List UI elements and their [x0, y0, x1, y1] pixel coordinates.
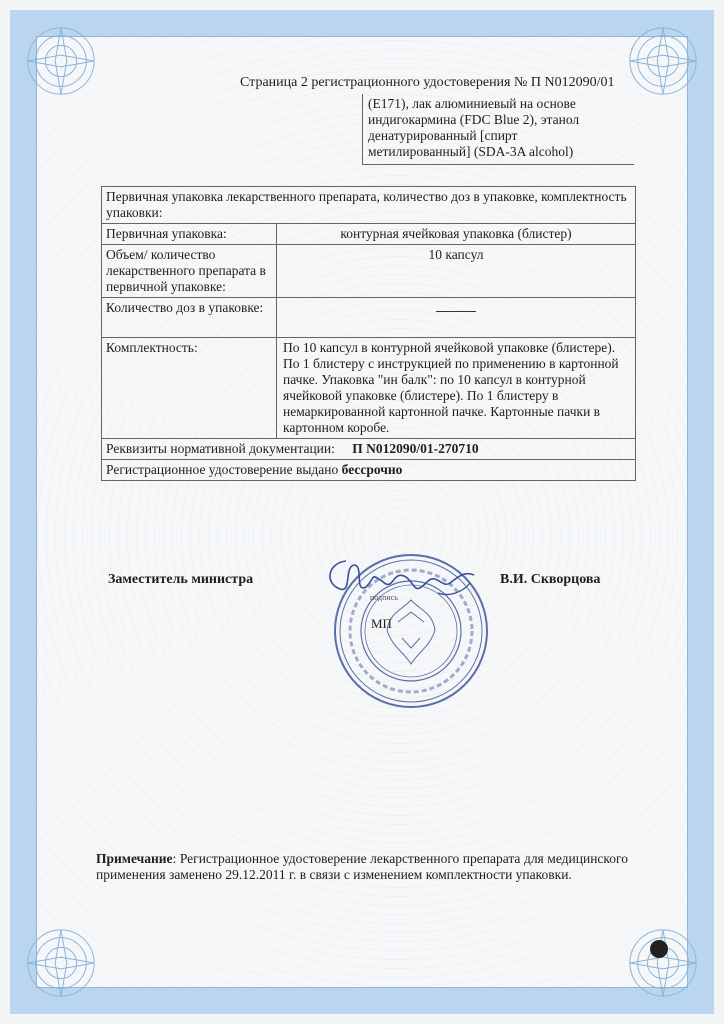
- continued-box-left-border: [362, 94, 363, 164]
- issued-text: Регистрационное удостоверение выдано: [106, 462, 342, 477]
- issued-row: [102, 460, 636, 481]
- normative-row: [102, 439, 636, 460]
- signature-caption: подпись: [370, 593, 398, 602]
- row-value-dash: [277, 298, 636, 338]
- page-header: Страница 2 регистрационного удостоверения № П N012090/01: [240, 75, 615, 90]
- frame-inner-border: [36, 36, 688, 988]
- row-label: Объем/ количество лекарственного препарата в первичной упаковке:: [102, 245, 277, 298]
- corner-rosette-bottom-left: [22, 924, 100, 1002]
- handwritten-signature: [318, 553, 488, 603]
- corner-rosette-bottom-right: [624, 924, 702, 1002]
- continued-line: индигокармина (FDC Blue 2), этанол: [368, 112, 580, 127]
- note-label: Примечание: [96, 851, 173, 866]
- row-label: Количество доз в упаковке:: [102, 298, 277, 338]
- binding-hole: [650, 940, 668, 958]
- table-row: [102, 298, 636, 338]
- table-row: [102, 245, 636, 298]
- continued-composition: [368, 96, 638, 160]
- packaging-table: [101, 186, 636, 481]
- table-row: [102, 439, 636, 460]
- continued-line: (E171), лак алюминиевый на основе: [368, 96, 576, 111]
- continued-box-bottom-border: [362, 164, 634, 165]
- continued-line: денатурированный [спирт: [368, 128, 518, 143]
- note-text: : Регистрационное удостоверение лекарственного препарата для медицинского применения заменено 29.12.2011 г. в связи с изменением комплектности упаковки.: [96, 851, 628, 882]
- table-row: [102, 187, 636, 224]
- row-value: 10 капсул: [277, 245, 636, 298]
- corner-rosette-top-left: [22, 22, 100, 100]
- signer-name: В.И. Скворцова: [500, 572, 601, 587]
- row-label: Первичная упаковка:: [102, 224, 277, 245]
- seal-place-label: МП: [371, 616, 392, 631]
- continued-line: метилированный] (SDA-3A alcohol): [368, 144, 574, 159]
- row-value: По 10 капсул в контурной ячейковой упаковке (блистере). По 1 блистеру с инструкцией по применению в картонной пачке. Упаковка "ин балк": по 10 капсул в контурной ячейковой упаковке (блистере). По 1 блистеру в немаркированной картонной пачке. Картонные пачки в картонном коробе.: [277, 338, 636, 439]
- table-row: [102, 338, 636, 439]
- signer-title: Заместитель министра: [108, 572, 254, 587]
- table-row: [102, 224, 636, 245]
- note-paragraph: [96, 851, 628, 883]
- row-label: Комплектность:: [102, 338, 277, 439]
- normative-number: П N012090/01-270710: [352, 441, 479, 456]
- row-value: контурная ячейковая упаковка (блистер): [277, 224, 636, 245]
- row-label: Реквизиты нормативной документации:: [106, 441, 335, 456]
- issued-term: бессрочно: [341, 462, 403, 477]
- table-row: [102, 460, 636, 481]
- section-title: Первичная упаковка лекарственного препарата, количество доз в упаковке, комплектность упаковки:: [102, 187, 636, 224]
